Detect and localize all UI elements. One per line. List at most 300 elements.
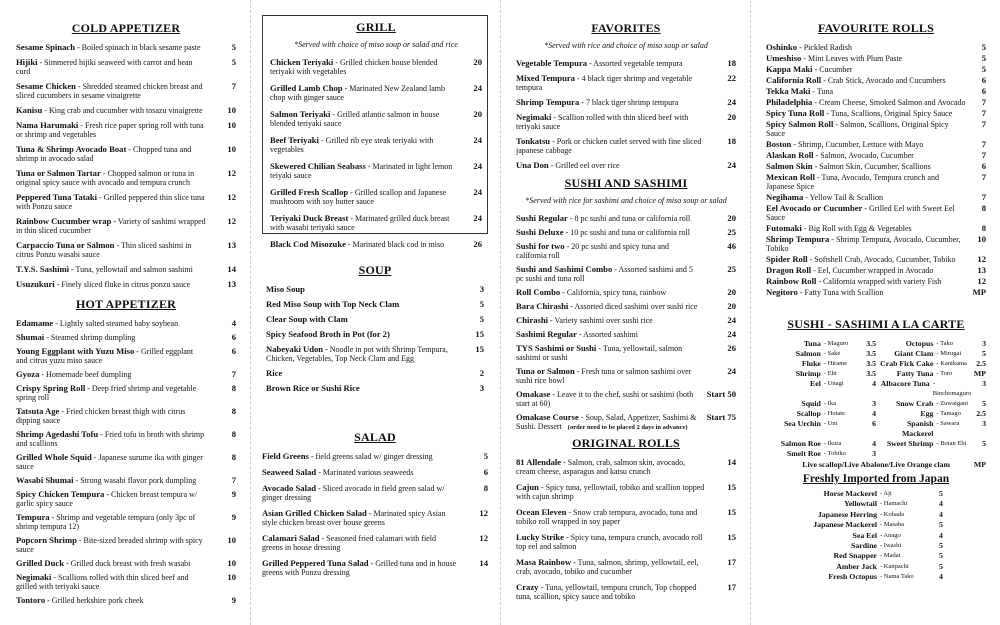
menu-item-name: Sushi for two <box>516 241 565 251</box>
menu-item-price: 15 <box>475 329 484 339</box>
menu-item <box>16 407 236 425</box>
menu-item-description: - Chopped salmon or tuna in original spicy sauce with avocado and tempura crunch <box>16 169 195 187</box>
menu-item-text <box>266 285 454 294</box>
menu-item <box>16 106 236 115</box>
a-la-carte-section <box>766 317 986 469</box>
menu-item <box>516 214 736 223</box>
soup-section <box>266 263 484 399</box>
fold-line <box>500 0 501 625</box>
menu-item-text <box>270 110 460 128</box>
menu-item <box>766 140 986 149</box>
menu-item-description: - King crab and cucumber with tosazu vinaigrette <box>42 106 203 115</box>
menu-item-description: - Tuna, yellowtail and salmon sashimi <box>69 265 193 274</box>
menu-item-description: - Grilled eggplant and citrus yuzu miso sauce <box>16 347 194 365</box>
imported-price: 5 <box>939 541 943 551</box>
menu-item <box>516 558 736 576</box>
menu-item <box>16 241 236 259</box>
imported-item <box>766 541 986 551</box>
a-la-carte-price: 4 <box>872 409 877 418</box>
menu-item <box>16 319 236 328</box>
a-la-carte-item <box>766 399 876 409</box>
menu-item-price: 20 <box>473 57 482 67</box>
a-la-carte-japanese: - Ikura <box>823 440 842 447</box>
menu-item <box>516 288 736 297</box>
menu-item <box>266 384 484 393</box>
menu-item <box>766 109 986 118</box>
fold-line <box>750 0 751 625</box>
menu-item-description: - Steamed shrimp dumpling <box>44 333 136 342</box>
menu-item-description: - Noodle in pot with Shrimp Tempura, Chicken, Vegetables, Top Neck Clam and Egg <box>266 345 448 363</box>
menu-item <box>262 509 488 527</box>
menu-item-price: 20 <box>727 112 736 122</box>
menu-item <box>516 137 736 155</box>
menu-item-name: Mexican Roll <box>766 172 815 182</box>
menu-item-text <box>516 533 706 551</box>
menu-item-name: Crispy Spring Roll <box>16 383 86 393</box>
a-la-carte-name: Fluke <box>801 359 821 368</box>
menu-item-description: - Grilled Eel with Sweet Eel Sauce <box>766 204 955 222</box>
menu-item <box>516 583 736 601</box>
menu-item <box>262 559 488 577</box>
menu-item-price: 22 <box>727 73 736 83</box>
menu-item-description: - Marinated black cod in miso <box>345 240 445 249</box>
imported-japanese: - Kohada <box>880 510 905 518</box>
a-la-carte-item <box>876 419 986 439</box>
menu-item-text <box>16 384 206 402</box>
menu-item-name: Asian Grilled Chicken Salad <box>262 508 367 518</box>
a-la-carte-price: 3.5 <box>866 339 877 348</box>
menu-item <box>766 65 986 74</box>
menu-item-text <box>16 43 206 52</box>
menu-item-name: Vegetable Tempura <box>516 58 588 68</box>
menu-item <box>516 265 736 283</box>
menu-item-name: Tuna or Salmon Tartar <box>16 168 101 178</box>
imported-name: Horse Mackerel <box>823 489 877 498</box>
menu-item-name: Grilled Peppered Tuna Salad <box>262 558 369 568</box>
menu-item-name: Ocean Eleven <box>516 507 567 517</box>
menu-item-text <box>16 121 206 139</box>
menu-item-description: - Marinated in light lemon teiyaki sauce <box>270 162 453 180</box>
menu-item <box>516 113 736 131</box>
menu-item-text <box>766 173 968 191</box>
menu-item-price: 8 <box>231 406 236 416</box>
menu-item-text <box>16 559 206 568</box>
menu-item-name: Sashimi Regular <box>516 329 577 339</box>
menu-item-description: - Cream Cheese, Smoked Salmon and Avocado <box>812 98 966 107</box>
menu-item <box>262 452 488 461</box>
menu-item-description: - Yellow Tail & Scallion <box>803 193 883 202</box>
section-title: Freshly Imported from Japan <box>802 473 950 485</box>
menu-item <box>516 316 736 325</box>
footer-text: Live scallop/Live Abalone/Live Orange clam <box>802 460 950 469</box>
menu-item-price: Start 75 <box>706 412 736 422</box>
imported-name: Sea Eel <box>852 530 877 540</box>
menu-item-name: Sushi Regular <box>516 213 568 223</box>
menu-item-description: - California wrapped with variety Fish <box>816 277 942 286</box>
menu-item-name: Nabeyaki Udon <box>266 344 324 354</box>
menu-item <box>266 369 484 378</box>
menu-item <box>766 54 986 63</box>
menu-item-description: - Eel, Cucumber wrapped in Avocado <box>811 266 934 275</box>
menu-item-text <box>516 59 706 68</box>
menu-item-price: 15 <box>727 532 736 542</box>
imported-japanese: - Aji <box>880 490 892 497</box>
menu-item-name: Sesame Spinach <box>16 42 75 52</box>
menu-item-text <box>516 214 700 223</box>
menu-item-description: - Tuna, Avocado, Tempura crunch and Japanese Spice <box>766 173 939 191</box>
imported-japanese: - Hamachi <box>880 500 908 508</box>
menu-item-price: 25 <box>727 264 736 274</box>
menu-item-price: 7 <box>231 369 236 379</box>
menu-item-text <box>516 228 700 237</box>
menu-item-name: Chirashi <box>516 315 548 325</box>
a-la-carte-name: Shrimp <box>795 369 821 378</box>
menu-item-text <box>16 573 206 591</box>
a-la-carte-item <box>766 439 876 449</box>
a-la-carte-item <box>766 419 876 439</box>
menu-item-description: - Spicy tuna, tempura crunch, avocado roll top eel and salmon <box>516 533 703 551</box>
a-la-carte-price: 4 <box>872 379 877 388</box>
menu-item-name: Salmon Teriyaki <box>270 109 331 119</box>
menu-item-name: California Roll <box>766 75 822 85</box>
menu-item-name: Wasabi Shumai <box>16 475 74 485</box>
menu-item-name: Tuna & Shrimp Avocado Boat <box>16 144 127 154</box>
menu-item-description: - Simmered hijiki seaweed with carrot and bean curd <box>16 58 193 76</box>
menu-item-price: 3 <box>479 284 484 294</box>
imported-price: 5 <box>939 520 943 530</box>
menu-item-text <box>16 347 206 365</box>
a-la-carte-row <box>766 399 986 409</box>
menu-item-name: Carpaccio Tuna or Salmon <box>16 240 115 250</box>
menu-item-text <box>16 82 206 100</box>
a-la-carte-row <box>766 419 986 439</box>
menu-item-name: Calamari Salad <box>262 533 320 543</box>
a-la-carte-item <box>876 379 986 399</box>
menu-item-price: 6 <box>483 467 488 477</box>
favorites-section <box>516 21 736 176</box>
imported-price: 5 <box>939 561 943 571</box>
a-la-carte-item <box>876 439 986 449</box>
menu-item-text <box>262 534 458 552</box>
menu-item-name: Rainbow Cucumber wrap <box>16 216 112 226</box>
menu-item-name: Spider Roll <box>766 254 808 264</box>
hot-appetizer-section <box>16 297 236 610</box>
menu-item-description: - Finely sliced fluke in citrus ponzu sauce <box>54 280 191 289</box>
menu-item <box>16 280 236 289</box>
menu-item-price: 7 <box>231 81 236 91</box>
menu-item-description: - 8 pc sushi and tuna or california roll <box>567 214 691 223</box>
menu-item-price: 20 <box>727 213 736 223</box>
a-la-carte-item <box>876 339 986 349</box>
menu-item <box>516 161 736 170</box>
menu-item <box>16 476 236 485</box>
imported-price: 4 <box>939 530 943 540</box>
a-la-carte-price: 3.5 <box>866 349 877 358</box>
menu-item-description: - Fresh rice paper spring roll with tuna or shrimp and vegetables <box>16 121 204 139</box>
menu-item <box>766 173 986 191</box>
menu-item-price: 6 <box>981 161 986 171</box>
menu-item-text <box>516 98 706 107</box>
menu-item-description: - Big Roll with Egg & Vegetables <box>801 224 912 233</box>
menu-item-description: - Grilled berkshire pork cheek <box>45 596 144 605</box>
menu-item-name: Dragon Roll <box>766 265 812 275</box>
menu-item-text <box>766 277 968 286</box>
menu-item-description: - Assorted sashimi <box>576 330 638 339</box>
menu-item <box>766 266 986 275</box>
menu-item <box>516 228 736 237</box>
imported-name: Red Snapper <box>833 551 877 561</box>
menu-item-name: Masa Rainbow <box>516 557 572 567</box>
menu-item-text <box>16 319 206 328</box>
menu-item-text <box>766 65 968 74</box>
menu-item-name: Tatsuta Age <box>16 406 60 416</box>
a-la-carte-price <box>969 449 986 459</box>
imported-price: 4 <box>939 572 943 582</box>
menu-item-name: Bara Chirashi <box>516 301 569 311</box>
menu-item-text <box>16 333 206 342</box>
menu-item-name: Skewered Chilian Seabass <box>270 161 366 171</box>
a-la-carte-price: 3 <box>872 449 877 458</box>
menu-item-price: 3 <box>479 383 484 393</box>
menu-item <box>266 315 484 324</box>
menu-item-text <box>16 169 206 187</box>
menu-item-name: Oshinko <box>766 42 798 52</box>
menu-item-description: - Soup, Salad, Appetizer, Sashimi & Sushi. Dessert <box>516 413 697 431</box>
menu-item <box>16 453 236 471</box>
menu-item-name: Red Miso Soup with Top Neck Clam <box>266 299 400 309</box>
menu-item-name: Shrimp Tempura <box>516 97 580 107</box>
menu-item-text <box>266 369 454 378</box>
menu-item-name: Avocado Salad <box>262 483 317 493</box>
menu-item-price: 17 <box>727 582 736 592</box>
menu-item-name: Young Eggplant with Yuzu Miso <box>16 346 135 356</box>
menu-item-price: 20 <box>727 287 736 297</box>
a-la-carte-name: Tuna <box>803 339 821 348</box>
menu-item-price: 7 <box>981 97 986 107</box>
menu-item-description: - Grilled duck breast with fresh wasabi <box>63 559 191 568</box>
menu-item-price: 25 <box>727 227 736 237</box>
menu-item-description: - Fried chicken breast thigh with citrus dipping sauce <box>16 407 186 425</box>
menu-item-text <box>766 87 968 96</box>
menu-item-name: Sushi Deluxe <box>516 227 564 237</box>
menu-item-price: 12 <box>977 276 986 286</box>
menu-item-description: - Marinated spicy Asian style chicken breast over house greens <box>262 509 446 527</box>
menu-item-description: - Scallion rolled with thin sliced beef with teriyaki sauce <box>516 113 689 131</box>
menu-item-name: Eel Avocado or Cucumber <box>766 203 863 213</box>
imported-item <box>766 531 986 541</box>
menu-item-name: Usuzukuri <box>16 279 55 289</box>
a-la-carte-japanese: - Tako <box>936 340 953 347</box>
menu-item-text <box>516 74 706 92</box>
a-la-carte-name: Scallop <box>796 409 821 418</box>
a-la-carte-name: Crab Fick Cake <box>880 359 934 368</box>
menu-item-price: 5 <box>479 314 484 324</box>
menu-item <box>16 559 236 568</box>
a-la-carte-item <box>876 409 986 419</box>
menu-item-text <box>766 120 968 138</box>
menu-item-name: Spicy Chicken Tempura <box>16 489 105 499</box>
section-title: SALAD <box>354 430 396 444</box>
a-la-carte-price: 4 <box>872 439 877 448</box>
a-la-carte-name: Snow Crab <box>895 399 934 408</box>
menu-item-text <box>266 315 454 324</box>
menu-item-text <box>16 536 206 554</box>
menu-item-price: 10 <box>227 144 236 154</box>
a-la-carte-japanese: - Ika <box>823 400 836 407</box>
a-la-carte-name: Spanish Mackerel <box>901 419 934 438</box>
menu-item-price: 10 <box>227 120 236 130</box>
menu-item-price: 9 <box>231 595 236 605</box>
menu-item-description: - Grilled rib eye steak teriyaki with vegetables <box>270 136 434 154</box>
imported-japanese: - Masaba <box>880 521 905 529</box>
menu-item <box>266 330 484 339</box>
a-la-carte-item <box>876 349 986 359</box>
menu-item-price: 12 <box>227 168 236 178</box>
imported-item <box>766 520 986 530</box>
a-la-carte-footer <box>766 460 986 469</box>
menu-item-price: 6 <box>231 332 236 342</box>
menu-item <box>16 217 236 235</box>
menu-item-price: 24 <box>473 135 482 145</box>
menu-item-text <box>516 265 700 283</box>
menu-item-description: - Variety sashimi over sushi rice <box>548 316 653 325</box>
menu-item-price: 5 <box>981 64 986 74</box>
menu-item-description: - Chopped tuna and shrimp in avocado salad <box>16 145 192 163</box>
imported-japanese: - Madai <box>880 552 901 560</box>
menu-item-name: Tuna or Salmon <box>516 366 575 376</box>
menu-item-text <box>16 280 206 289</box>
menu-item-name: Tekka Maki <box>766 86 811 96</box>
a-la-carte-table <box>766 339 986 459</box>
menu-item-price: 24 <box>473 161 482 171</box>
menu-item-text <box>516 137 706 155</box>
menu-item-name: Shrimp Agedashi Tofu <box>16 429 99 439</box>
menu-item-price: 46 <box>727 241 736 251</box>
imported-japanese: - Kanpachi <box>880 562 909 570</box>
a-la-carte-price: 5 <box>982 399 986 408</box>
a-la-carte-name: Sweet Shrimp <box>886 439 934 448</box>
menu-item-price: 10 <box>227 558 236 568</box>
menu-item-name: Rice <box>266 368 283 378</box>
menu-item-description: - Softshell Crab, Avocado, Cucumber, Tobiko <box>807 255 956 264</box>
menu-item-text <box>766 235 968 253</box>
menu-item-price: MP <box>972 287 986 297</box>
menu-item-text <box>766 140 968 149</box>
menu-item-name: Peppered Tuna Tataki <box>16 192 98 202</box>
menu-item-price: 8 <box>231 383 236 393</box>
menu-item-description: - Crab Stick, Avocado and Cucumbers <box>821 76 946 85</box>
menu-item-description: - Assorted diced sashimi over sushi rice <box>568 302 698 311</box>
menu-item-description: - Chicken breast tempura w/ garlic spicy sauce <box>16 490 197 508</box>
imported-name: Yellowtail <box>844 499 877 509</box>
menu-item-text <box>516 344 700 362</box>
menu-item <box>516 59 736 68</box>
menu-item <box>16 43 236 52</box>
favourite-rolls-section <box>766 21 986 299</box>
menu-item-price: 15 <box>727 482 736 492</box>
menu-item-description: - 7 black tiger shrimp tempura <box>579 98 679 107</box>
a-la-carte-row <box>766 449 986 459</box>
menu-item <box>16 169 236 187</box>
menu-item-price: 10 <box>977 234 986 244</box>
menu-item <box>16 384 236 402</box>
section-title: COLD APPETIZER <box>71 21 181 35</box>
menu-item-name: T.Y.S. Sashimi <box>16 264 70 274</box>
menu-item-price: 18 <box>727 58 736 68</box>
menu-item-price: 12 <box>977 254 986 264</box>
menu-item-description: - Leave it to the chef, sushi or sashimi (both start at 60) <box>516 390 694 408</box>
a-la-carte-name: Salmon <box>795 349 821 358</box>
menu-item <box>766 43 986 52</box>
menu-item-description: - Tuna, yellowtail, salmon sashimi or sushi <box>516 344 683 362</box>
menu-item-price: 7 <box>981 139 986 149</box>
menu-item <box>766 288 986 297</box>
column-3 <box>516 0 736 625</box>
a-la-carte-price: 5 <box>982 439 986 448</box>
a-la-carte-price: 5 <box>982 349 986 358</box>
menu-item-price: 8 <box>483 483 488 493</box>
menu-item-name: Clear Soup with Clam <box>266 314 348 324</box>
menu-item-name: Spicy Salmon Roll <box>766 119 834 129</box>
menu-item-price: 7 <box>981 108 986 118</box>
menu-item-price: 7 <box>231 475 236 485</box>
menu-item <box>16 430 236 448</box>
menu-item <box>262 534 488 552</box>
menu-item-name: Tempura <box>16 512 50 522</box>
menu-item-price: 24 <box>727 329 736 339</box>
menu-item-name: Omakase Course <box>516 412 579 422</box>
menu-item-text <box>516 483 706 501</box>
a-la-carte-item <box>766 339 876 349</box>
menu-item <box>516 98 736 107</box>
menu-item <box>766 193 986 202</box>
menu-item-text <box>766 151 968 160</box>
a-la-carte-item <box>766 359 876 369</box>
menu-item-name: Omakase <box>516 389 551 399</box>
imported-japanese: - Nama Tako <box>880 573 914 581</box>
a-la-carte-item <box>876 369 986 379</box>
a-la-carte-price: 2.5 <box>976 359 986 368</box>
a-la-carte-japanese: - Hotate <box>823 410 845 417</box>
a-la-carte-name: Giant Clam <box>894 349 934 358</box>
menu-item-description: - Fatty Tuna with Scallion <box>797 288 884 297</box>
imported-name: Fresh Octopus <box>828 572 877 582</box>
menu-item-text <box>516 330 700 339</box>
menu-item-description: - field greens salad w/ ginger dressing <box>308 452 433 461</box>
menu-item-text <box>16 58 206 76</box>
menu-item <box>516 533 736 551</box>
menu-item-name: Rainbow Roll <box>766 276 817 286</box>
menu-item-text <box>516 583 706 601</box>
a-la-carte-japanese: - Botan Ebi <box>936 440 967 447</box>
menu-item-text <box>766 266 968 275</box>
menu-item-name: Popcorn Shrimp <box>16 535 77 545</box>
menu-item-description: - Salmon, Scallions, Original Spicy Sauce <box>766 120 949 138</box>
menu-item-name: Miso Soup <box>266 284 305 294</box>
a-la-carte-price: 3.5 <box>866 369 877 378</box>
menu-item <box>16 347 236 365</box>
a-la-carte-japanese: - Uni <box>823 420 838 427</box>
menu-item <box>16 490 236 508</box>
menu-item-name: Kappa Maki <box>766 64 813 74</box>
menu-item <box>516 302 736 311</box>
menu-item-text <box>766 162 968 171</box>
original-rolls-section <box>516 436 736 608</box>
menu-item-price: 24 <box>473 187 482 197</box>
menu-item-name: Edamame <box>16 318 54 328</box>
menu-item-price: 5 <box>483 451 488 461</box>
imported-name: Amber Jack <box>836 561 877 571</box>
